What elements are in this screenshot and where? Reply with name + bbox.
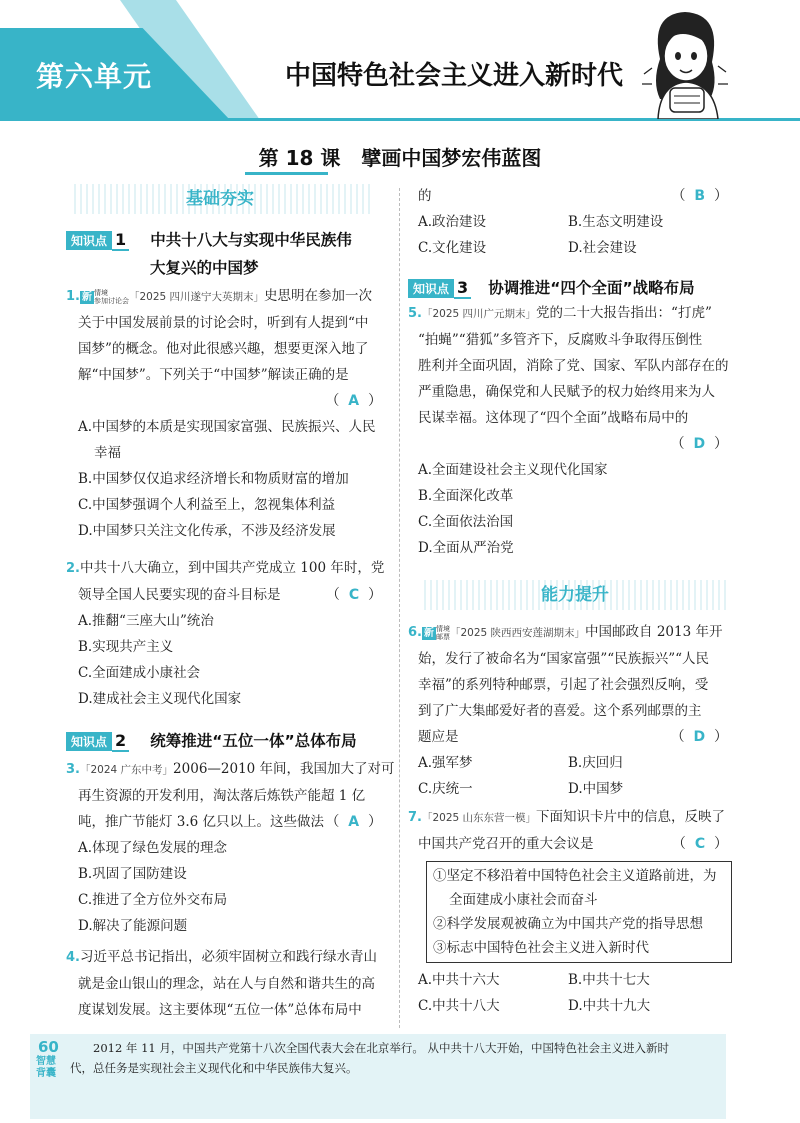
column-divider <box>399 188 400 1028</box>
option-b[interactable]: B.生态文明建设 <box>568 214 664 230</box>
question-text: 中共十八大确立，到中国共产党成立 100 年时，党 <box>79 560 385 576</box>
option-a-cont: 幸福 <box>94 445 121 461</box>
question-text: 国梦”的概念。他对此很感兴趣，想要更深入地了 <box>78 341 369 357</box>
option-b[interactable]: B.实现共产主义 <box>78 639 174 655</box>
question-source: 「2025 四川广元期末」 <box>421 308 537 320</box>
answer: C <box>348 587 360 603</box>
question-text: 下面知识卡片中的信息，反映了 <box>536 809 726 825</box>
option-c[interactable]: C.全面依法治国 <box>418 514 514 530</box>
option-c[interactable]: C.庆统一 <box>418 781 473 797</box>
option-a[interactable]: A.强军梦 <box>418 755 473 771</box>
option-a[interactable]: A.全面建设社会主义现代化国家 <box>418 462 608 478</box>
badge-sub: 情境 <box>93 288 108 297</box>
question-number: 2. <box>66 561 80 576</box>
option-c[interactable]: C.中共十八大 <box>418 998 500 1014</box>
answer: C <box>694 836 706 852</box>
new-badge: 新 <box>81 292 92 303</box>
question-text: 到了广大集邮爱好者的喜爱。这个系列邮票的主 <box>418 703 702 719</box>
lesson-number: 第 18 课 <box>258 146 341 170</box>
page-number: 60 <box>38 1038 59 1056</box>
question-4-continued <box>418 183 738 261</box>
answer-slot: （ B ） <box>671 188 728 204</box>
knowledge-point-3 <box>408 276 738 299</box>
question-7 <box>408 804 738 1019</box>
knowledge-point-2 <box>66 729 396 752</box>
badge-sub: 参加讨论会 <box>93 296 129 305</box>
option-b[interactable]: B.全面深化改革 <box>418 488 514 504</box>
option-b[interactable]: B.巩固了国防建设 <box>78 866 187 882</box>
kp-number: 3 <box>454 278 471 299</box>
question-text: 领导全国人民要实现的奋斗目标是 <box>78 587 281 603</box>
answer: D <box>693 729 706 745</box>
option-a[interactable]: A.中国梦的本质是实现国家富强、民族振兴、人民 <box>78 419 376 435</box>
question-number: 6. <box>408 625 422 640</box>
answer-slot: （ C ） <box>325 587 382 603</box>
option-d[interactable]: D.中共十九大 <box>568 998 651 1014</box>
question-1 <box>66 283 396 544</box>
question-3 <box>66 756 396 939</box>
question-text: 中国共产党召开的重大会议是 <box>418 836 594 852</box>
footer-line: 2012 年 11 月，中国共产党第十八次全国代表大会在北京举行。 从中共十八大开始，中国特色社会主义进入新时 <box>93 1041 670 1055</box>
question-text: 习近平总书记指出，必须牢固树立和践行绿水青山 <box>79 949 377 965</box>
option-a[interactable]: A.中共十六大 <box>418 972 500 988</box>
question-text: 胜利并全面巩固，消除了党、国家、军队内部存在的 <box>418 358 729 374</box>
kp-number: 1 <box>112 230 129 251</box>
card-item-cont: 全面建成小康社会而奋斗 <box>449 892 598 908</box>
question-text: 始，发行了被命名为“国家富强”“民族振兴”“人民 <box>418 651 710 667</box>
option-d[interactable]: D.全面从严治党 <box>418 540 514 556</box>
answer-slot: （ C ） <box>671 836 728 852</box>
question-text: 就是金山银山的理念，站在人与自然和谐共生的高 <box>78 976 375 992</box>
answer-slot: （ A ） <box>325 814 382 830</box>
card-item: ①坚定不移沿着中国特色社会主义道路前进，为 <box>433 868 717 884</box>
kp-title: 统筹推进“五位一体”总体布局 <box>150 732 357 750</box>
question-text: 吨，推广节能灯 3.6 亿只以上。这些做法 <box>78 814 325 830</box>
option-d[interactable]: D.解决了能源问题 <box>78 918 188 934</box>
question-5 <box>408 300 738 561</box>
option-d[interactable]: D.社会建设 <box>568 240 637 256</box>
option-d[interactable]: D.建成社会主义现代化国家 <box>78 691 242 707</box>
answer-slot: （ A ） <box>325 393 382 409</box>
answer: A <box>348 814 360 830</box>
kp-number: 2 <box>112 731 129 752</box>
option-b[interactable]: B.中共十七大 <box>568 972 650 988</box>
question-number: 5. <box>408 306 422 321</box>
question-source: 「2024 广东中考」 <box>79 764 174 776</box>
answer-slot: （ D ） <box>670 436 728 452</box>
option-c[interactable]: C.推进了全方位外交布局 <box>78 892 228 908</box>
question-text: 关于中国发展前景的讨论会时，听到有人提到“中 <box>78 315 369 331</box>
option-a[interactable]: A.体现了绿色发展的理念 <box>78 840 228 856</box>
badge-sub: 情境 <box>435 624 450 633</box>
option-d[interactable]: D.中国梦 <box>568 781 624 797</box>
question-text: 题应是 <box>418 729 459 745</box>
option-b[interactable]: B.庆回归 <box>568 755 623 771</box>
kp-title-line2: 大复兴的中国梦 <box>150 259 259 277</box>
answer: B <box>694 188 706 204</box>
answer-slot: （ D ） <box>670 729 728 745</box>
question-4 <box>66 944 396 1023</box>
question-text: 幸福”的系列特种邮票，引起了社会强烈反响，受 <box>418 677 709 693</box>
footer-line: 代，总任务是实现社会主义现代化和中华民族伟大复兴。 <box>70 1061 358 1075</box>
section-banner-advanced: 能力提升 <box>420 580 730 610</box>
option-c[interactable]: C.文化建设 <box>418 240 487 256</box>
footer-note <box>70 1038 720 1078</box>
knowledge-card <box>426 861 732 963</box>
question-text: 再生资源的开发利用，淘汰落后炼铁产能超 1 亿 <box>78 788 366 804</box>
student-illustration-icon <box>630 4 740 119</box>
lesson-name: 擘画中国梦宏伟蓝图 <box>361 146 542 170</box>
lesson-title <box>0 142 800 171</box>
badge-sub: 邮票 <box>435 632 450 641</box>
question-text: 的 <box>418 188 432 204</box>
option-c[interactable]: C.中国梦强调个人利益至上，忽视集体利益 <box>78 497 336 513</box>
card-item: ③标志中国特色社会主义进入新时代 <box>433 940 649 956</box>
question-text: “拍蝇”“猎狐”多管齐下，反腐败斗争取得压倒性 <box>418 332 703 348</box>
knowledge-point-1 <box>66 228 396 251</box>
question-text: 中国邮政自 2013 年开 <box>585 624 723 640</box>
question-text: 2006—2010 年间，我国加大了对可 <box>173 761 395 777</box>
unit-label: 第六单元 <box>36 60 153 93</box>
section-banner-basic: 基础夯实 <box>70 184 370 214</box>
question-2 <box>66 555 396 712</box>
question-source: 「2025 山东东营一模」 <box>421 812 537 824</box>
question-text: 解“中国梦”。下列关于“中国梦”解读正确的是 <box>78 367 349 383</box>
unit-title: 中国特色社会主义进入新时代 <box>285 61 624 91</box>
question-number: 3. <box>66 762 80 777</box>
new-badge: 新 <box>423 628 434 639</box>
answer: A <box>348 393 360 409</box>
kp-title: 协调推进“四个全面”战略布局 <box>488 279 695 297</box>
question-6 <box>408 619 738 802</box>
card-item: ②科学发展观被确立为中国共产党的指导思想 <box>433 916 703 932</box>
question-source: 「2025 四川遂宁大英期末」 <box>128 291 265 303</box>
option-c[interactable]: C.全面建成小康社会 <box>78 665 201 681</box>
question-text: 民谋幸福。这体现了“四个全面”战略布局中的 <box>418 410 689 426</box>
question-text: 严重隐患，确保党和人民赋予的权力始终用来为人 <box>418 384 715 400</box>
question-number: 1. <box>66 289 80 304</box>
kp-tag: 知识点 <box>66 231 112 250</box>
option-d[interactable]: D.中国梦只关注文化传承，不涉及经济发展 <box>78 523 336 539</box>
question-number: 7. <box>408 810 422 825</box>
answer: D <box>693 436 706 452</box>
question-text: 史思明在参加一次 <box>264 288 373 304</box>
question-text: 党的二十大报告指出：“打虎” <box>536 305 712 321</box>
kp-tag: 知识点 <box>408 279 454 298</box>
question-text: 度谋划发展。这主要体现“五位一体”总体布局中 <box>78 1002 362 1018</box>
option-b[interactable]: B.中国梦仅仅追求经济增长和物质财富的增加 <box>78 471 349 487</box>
footer-label: 智慧背囊 <box>36 1056 56 1079</box>
kp-tag: 知识点 <box>66 732 112 751</box>
question-number: 4. <box>66 950 80 965</box>
lesson-underline <box>245 172 328 175</box>
option-a[interactable]: A.政治建设 <box>418 214 487 230</box>
question-source: 「2025 陕西西安莲湖期末」 <box>449 627 586 639</box>
kp-title: 中共十八大与实现中华民族伟 <box>150 231 352 249</box>
option-a[interactable]: A.推翻“三座大山”统治 <box>78 613 214 629</box>
